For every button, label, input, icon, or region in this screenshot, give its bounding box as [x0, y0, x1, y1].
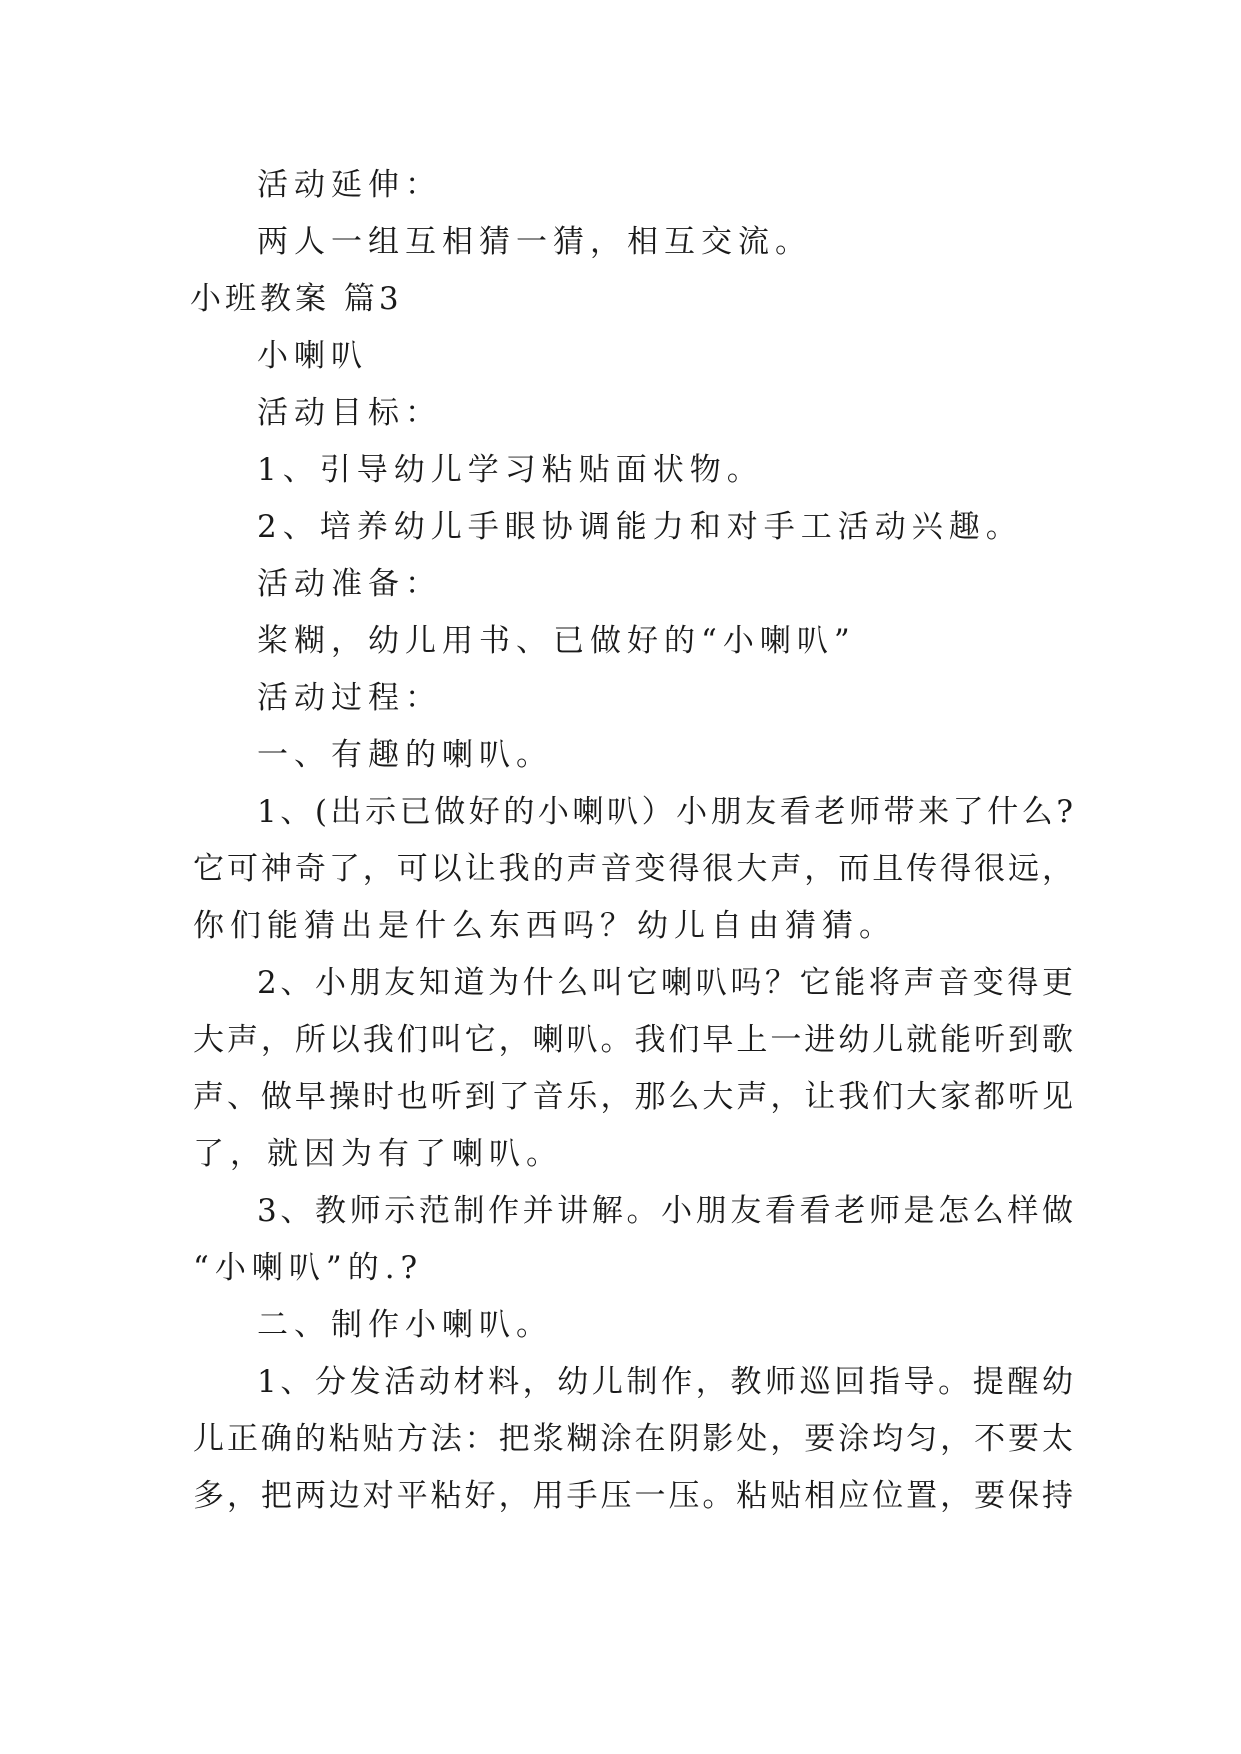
text-line: 桨糊，幼儿用书、已做好的“小喇叭”	[257, 623, 856, 659]
text-line: 了，就因为有了喇叭。	[193, 1136, 563, 1172]
text-line: “小喇叭”的.?	[193, 1250, 424, 1286]
text-line: 两人一组互相猜一猜，相互交流。	[257, 224, 812, 260]
text-line: 活动延伸：	[257, 167, 442, 203]
text-line: 活动准备：	[257, 566, 442, 602]
text-line: 大声，所以我们叫它，喇叭。我们早上一进幼儿就能听到歌	[193, 1022, 1073, 1058]
text-line: 多，把两边对平粘好，用手压一压。粘贴相应位置，要保持	[193, 1478, 1073, 1514]
text-line: 2、培养幼儿手眼协调能力和对手工活动兴趣。	[257, 509, 1023, 545]
text-line: 二、制作小喇叭。	[257, 1307, 553, 1343]
text-line: 活动目标：	[257, 395, 442, 431]
text-line: 活动过程：	[257, 680, 442, 716]
text-line: 1、分发活动材料，幼儿制作，教师巡回指导。提醒幼	[257, 1364, 1073, 1400]
section-heading: 小班教案 篇3	[190, 281, 403, 317]
text-line: 儿正确的粘贴方法：把浆糊涂在阴影处，要涂均匀，不要太	[193, 1421, 1073, 1457]
text-line: 1、(出示已做好的小喇叭）小朋友看老师带来了什么?	[257, 794, 1073, 830]
text-line: 它可神奇了，可以让我的声音变得很大声，而且传得很远，	[193, 851, 1073, 887]
text-line: 你们能猜出是什么东西吗？幼儿自由猜猜。	[193, 908, 896, 944]
activity-title: 小喇叭	[257, 338, 368, 374]
text-line: 2、小朋友知道为什么叫它喇叭吗？它能将声音变得更	[257, 965, 1073, 1001]
text-line: 声、做早操时也听到了音乐，那么大声，让我们大家都听见	[193, 1079, 1073, 1115]
text-line: 1、引导幼儿学习粘贴面状物。	[257, 452, 764, 488]
text-line: 一、有趣的喇叭。	[257, 737, 553, 773]
text-line: 3、教师示范制作并讲解。小朋友看看老师是怎么样做	[257, 1193, 1073, 1229]
